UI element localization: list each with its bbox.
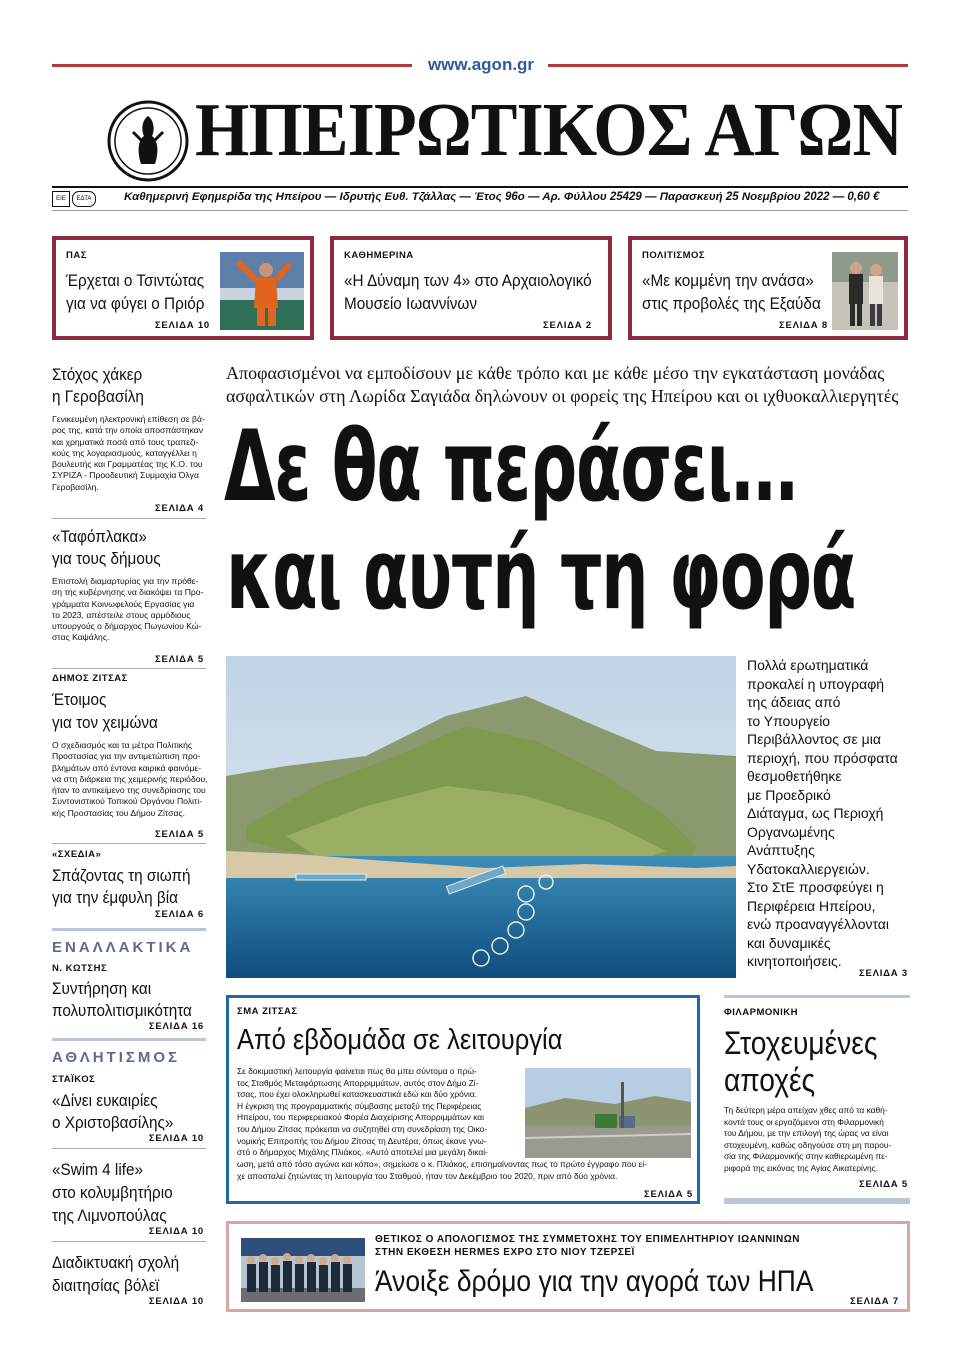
main-page-ref: ΣΕΛΙΔΑ 3	[858, 968, 908, 979]
teaser-kicker: ΠΟΛΙΤΙΣΜΟΣ	[642, 250, 706, 261]
teaser-headline: για να φύγει ο Πριόρ	[66, 294, 205, 313]
body-line: Επιστολή διαμαρτυρίας για την πρόθε-	[52, 576, 199, 586]
body-line: το Υπουργείο	[747, 712, 831, 729]
body-line: με Προεδρικό	[747, 786, 831, 803]
sidebar-kicker: ΔΗΜΟΣ ΖΙΤΣΑΣ	[52, 673, 128, 684]
teaser-politismos[interactable]	[628, 236, 908, 340]
body-line: Γεροβασίλη.	[52, 481, 99, 492]
fish-farm-photo	[226, 656, 736, 978]
sma-body	[237, 1066, 521, 1159]
body-line: κοντά τους οι εργαζόμενοι στη Φιλαρμονική	[724, 1116, 884, 1127]
badge-edta: ΕΔΤΑ	[72, 191, 96, 207]
sidebar-headline[interactable]: «Δίνει ευκαιρίες	[52, 1091, 158, 1110]
body-line: και δυναμικές	[747, 934, 831, 951]
body-line: χε αποσταλεί ζητώντας τη λειτουργία του Σταθμού, ήταν τον Δεκέμβριο του 2020, πριν από δύο χρόνια.	[237, 1170, 618, 1181]
sidebar-headline[interactable]: για τον χειμώνα	[52, 713, 158, 732]
body-line: της άδειας από	[747, 694, 841, 710]
body-line: βλημάτων από έντονα καιρικά φαινόμε-	[52, 762, 202, 773]
sidebar-headline[interactable]: διαιτησίας βόλεϊ	[52, 1276, 159, 1295]
sidebar-kicker: «ΣΧΕΔΙΑ»	[52, 849, 102, 860]
body-line: ριφορά της εικόνας της Αγίας Αικατερίνης.	[724, 1162, 879, 1173]
badge-eie: ΕΙΕ	[52, 191, 70, 207]
sma-title: Από εβδομάδα σε λειτουργία	[237, 1024, 563, 1056]
chamber-article[interactable]	[226, 1221, 910, 1312]
sidebar-divider	[52, 1148, 206, 1149]
chamber-page-ref: ΣΕΛΙΔΑ 7	[849, 1296, 899, 1307]
website-url[interactable]: www.agon.gr	[427, 55, 535, 74]
body-line: νομικής Επιτροπής του Δήμου Ζίτσας τη Δευτέρα, όπως έκανε γνω-	[237, 1135, 487, 1146]
sidebar-headline[interactable]: Διαδικτυακή σχολή	[52, 1253, 180, 1272]
sidebar-divider	[52, 1241, 206, 1242]
masthead-title: ΗΠΕΙΡΩΤΙΚΟΣ ΑΓΩΝ	[195, 88, 903, 172]
section-rule	[52, 1038, 206, 1041]
teaser-kicker: ΠΑΣ	[66, 250, 87, 261]
body-line: Περιβάλλοντος σε μια	[747, 731, 881, 747]
sidebar-headline[interactable]: Στόχος χάκερ	[52, 365, 143, 384]
masthead-rule	[52, 186, 908, 188]
sma-article[interactable]	[226, 995, 700, 1204]
sidebar-page-ref: ΣΕΛΙΔΑ 10	[148, 1226, 204, 1237]
body-line: στοχευμένη, καθώς οδηγούσε στη μη παρου-	[724, 1139, 892, 1150]
body-line: κούς της λογαριασμούς, καταγγέλλει η	[52, 447, 197, 458]
sidebar-page-ref: ΣΕΛΙΔΑ 6	[154, 909, 204, 920]
body-line: Περιφέρεια Ηπείρου,	[747, 897, 876, 914]
body-line: στό ο δήμαρχος Μιχάλης Πλιάκος. «Αυτό αποτελεί μια μεγάλη δικαί-	[237, 1147, 488, 1158]
sidebar-page-ref: ΣΕΛΙΔΑ 16	[148, 1021, 204, 1032]
teaser-page-ref: ΣΕΛΙΔΑ 10	[154, 320, 210, 331]
body-line: Στο ΣτΕ προσφεύγει η	[747, 879, 884, 895]
sidebar-page-ref: ΣΕΛΙΔΑ 4	[154, 503, 204, 514]
sma-kicker: ΣΜΑ ΖΙΤΣΑΣ	[237, 1006, 298, 1017]
main-deck	[226, 362, 910, 408]
goalkeeper-photo	[220, 252, 304, 330]
body-line: Συντονιστικού Τοπικού Οργάνου Πολιτι-	[52, 796, 203, 807]
body-line: στας Καψάλης.	[52, 632, 110, 643]
body-line: Σε δοκιμαστική λειτουργία φαίνεται πως θα μπει σύντομα ο πρώ-	[237, 1066, 477, 1076]
body-line: γράμματα Κοινωφελούς Εργασίας για	[52, 598, 195, 609]
sidebar-divider	[52, 668, 206, 669]
body-line: θεσμοθετήθηκε	[747, 768, 842, 784]
sidebar-headline[interactable]: Σπάζοντας τη σιωπή	[52, 866, 191, 885]
body-line: περιοχή, που πρόσφατα	[747, 749, 898, 766]
sidebar-divider	[52, 843, 206, 844]
filarmoniki-headline[interactable]: Στοχευμένες	[724, 1025, 878, 1061]
body-line: ΣΥΡΙΖΑ - Προοδευτική Συμμαχία Όλγα	[52, 470, 199, 481]
body-line: ήταν το αντικείμενο της συνεδρίασης του	[52, 785, 206, 796]
sidebar-kicker: Ν. ΚΩΤΣΗΣ	[52, 963, 108, 974]
teaser-page-ref: ΣΕΛΙΔΑ 8	[778, 320, 828, 331]
sidebar-kicker: ΣΤΑΪΚΟΣ	[52, 1074, 96, 1085]
body-line: κινητοποιήσεις.	[747, 953, 842, 969]
sidebar-headline[interactable]: για τους δήμους	[52, 549, 161, 568]
body-line: το 2023, απέστειλε στους αρμόδιους	[52, 609, 191, 620]
body-line: Τη δεύτερη μέρα απείχαν χθες από τα καθή-	[724, 1105, 888, 1115]
sidebar-headline[interactable]: πολυπολιτισμικότητα	[52, 1001, 192, 1020]
sidebar-headline[interactable]: «Ταφόπλακα»	[52, 527, 147, 546]
sidebar-headline[interactable]: της Λιμνοπούλας	[52, 1206, 167, 1225]
body-line: και χρηματικά ποσά από τους τραπεζι-	[52, 436, 199, 447]
teaser-headline: στις προβολές της Εξαύδα	[642, 294, 821, 313]
body-line: του Δήμου Ζίτσας πρόκειται να συζητηθεί στη συνεδρίαση της Οικο-	[237, 1123, 488, 1134]
sidebar-headline[interactable]: «Swim 4 life»	[52, 1160, 143, 1179]
section-label-alternative: ΕΝΑΛΛΑΚΤΙΚΑ	[52, 939, 194, 956]
sidebar-body	[52, 414, 208, 493]
body-line: τσας, που έχει ολοκληρωθεί κατασκευαστικά εδώ και δύο χρόνια.	[237, 1089, 477, 1100]
filarmoniki-page-ref: ΣΕΛΙΔΑ 5	[858, 1179, 908, 1190]
masthead-logo	[107, 100, 189, 182]
section-rule	[52, 928, 206, 931]
chamber-kicker: ΣΤΗΝ ΕΚΘΕΣΗ HERMES EXPO ΣΤΟ ΝΙΟΥ ΤΖΕΡΣΕΪ	[375, 1247, 635, 1258]
body-line: προκαλεί η υπογραφή	[747, 675, 885, 692]
chamber-kicker: ΘΕΤΙΚΟΣ Ο ΑΠΟΛΟΓΙΣΜΟΣ ΤΗΣ ΣΥΜΜΕΤΟΧΗΣ ΤΟΥ ΕΠΙΜΕΛΗΤΗΡΙΟΥ ΙΩΑΝΝΙΝΩΝ	[375, 1234, 801, 1245]
section-label-sports: ΑΘΛΗΤΙΣΜΟΣ	[52, 1049, 181, 1066]
sidebar-headline[interactable]: Έτοιμος	[52, 690, 107, 709]
body-line: να στη διάρκεια της χειμερινής περιόδου,	[52, 773, 208, 784]
body-line: Η έγκριση της προγραμματικής σύμβασης μεταξύ της Περιφέρειας	[237, 1100, 482, 1111]
body-line: Πολλά ερωτηματικά	[747, 657, 869, 673]
sidebar-body	[52, 576, 208, 644]
deck-line: ασφαλτικών στη Λωρίδα Σαγιάδα δηλώνουν οι φορείς της Ηπείρου και οι ιχθυοκαλλιεργητές	[226, 386, 899, 406]
main-headline[interactable]: Δε θα περάσει…	[224, 410, 797, 524]
teaser-headline: Μουσείο Ιωαννίνων	[344, 294, 478, 313]
filarmoniki-body	[724, 1105, 914, 1175]
couple-photo	[832, 252, 898, 330]
body-line: Γενικευμένη ηλεκτρονική επίθεση σε βά-	[52, 414, 205, 424]
teaser-kicker: ΚΑΘΗΜΕΡΙΝΑ	[344, 250, 414, 261]
issue-info-line: Καθημερινή Εφημερίδα της Ηπείρου — Ιδρυτής Ευθ. Τζάλλας — Έτος 96ο — Αρ. Φύλλου 25429 — Παρασκευή 25 Νοεμβρίου 2022 — 0,60 €	[124, 191, 880, 203]
filarmoniki-headline[interactable]: αποχές	[724, 1062, 816, 1098]
teaser-headline: Έρχεται ο Τσιντώτας	[66, 271, 205, 290]
teaser-headline: «Με κομμένη την ανάσα»	[642, 271, 814, 290]
body-line: βουλευτής και Γραμματέας της Κ.Ο. του	[52, 459, 203, 470]
body-line: του Δήμου, με την επιλογή της ώρας να είναι	[724, 1128, 889, 1139]
section-rule	[724, 995, 910, 998]
body-line: Ο σχεδιασμός και τα μέτρα Πολιτικής	[52, 740, 193, 750]
top-rule-right	[548, 64, 908, 67]
sidebar-headline[interactable]: ο Χριστοβασίλης»	[52, 1113, 174, 1132]
info-rule	[52, 210, 908, 211]
teaser-page-ref: ΣΕΛΙΔΑ 2	[542, 320, 592, 331]
sidebar-headline[interactable]: στο κολυμβητήριο	[52, 1183, 173, 1202]
chamber-title: Άνοιξε δρόμο για την αγορά των ΗΠΑ	[375, 1265, 814, 1298]
body-line: Διάταγμα, ως Περιοχή	[747, 805, 884, 821]
top-rule-left	[52, 64, 412, 67]
body-line: υπουργούς ο δήμαρχος Πωγωνίου Κώ-	[52, 621, 202, 632]
sidebar-page-ref: ΣΕΛΙΔΑ 5	[154, 654, 204, 665]
sidebar-headline[interactable]: η Γεροβασίλη	[52, 387, 144, 406]
transfer-station-photo	[525, 1068, 691, 1158]
filarmoniki-kicker: ΦΙΛΑΡΜΟΝΙΚΗ	[724, 1007, 798, 1018]
teaser-pas[interactable]	[52, 236, 314, 340]
teaser-headline: «Η Δύναμη των 4» στο Αρχαιολογικό	[344, 271, 592, 290]
body-line: ενώ προαναγγέλλονται	[747, 916, 890, 932]
sidebar-page-ref: ΣΕΛΙΔΑ 10	[148, 1133, 204, 1144]
body-line: ρος της, κατά την οποία αποσπάστηκαν	[52, 425, 204, 436]
main-headline[interactable]: και αυτή τη φορά	[226, 518, 856, 632]
teaser-kathimerina[interactable]	[330, 236, 612, 340]
sma-page-ref: ΣΕΛΙΔΑ 5	[643, 1189, 693, 1200]
body-line: κής Προστασίας του Δήμου Ζίτσας.	[52, 807, 185, 818]
body-line: Ηπείρου, του περιφερειακού Φορέα Διαχείρισης Απορριμμάτων και	[237, 1112, 484, 1123]
sidebar-headline[interactable]: Συντήρηση και	[52, 979, 152, 998]
body-line: σία της Φιλαρμονικής στην καθιερωμένη πε-	[724, 1151, 888, 1162]
sidebar-divider	[52, 518, 206, 519]
body-line: τος Σταθμός Μεταφόρτωσης Απορριμμάτων, αυτός στον Δήμο Ζί-	[237, 1077, 479, 1088]
sma-body	[237, 1159, 697, 1182]
body-line: Προστασίας για την αντιμετώπιση προ-	[52, 751, 201, 762]
sidebar-page-ref: ΣΕΛΙΔΑ 5	[154, 829, 204, 840]
sidebar-body	[52, 740, 208, 819]
main-body	[747, 656, 911, 971]
body-line: ση της κυβέρνησης να διακόψει τα Προ-	[52, 587, 204, 598]
sidebar-headline[interactable]: για την έμφυλη βία	[52, 888, 178, 907]
body-line: ωση, μετά από τόσο αγώνα και κόπο», σημείωσε ο κ. Πλιάκος, επισημαίνοντας πως το πρώτο έγγραφο που εί-	[237, 1159, 647, 1169]
deck-line: Αποφασισμένοι να εμποδίσουν με κάθε τρόπο και με κάθε μέσο την εγκατάσταση μονάδας	[226, 363, 885, 383]
delegation-photo	[241, 1238, 365, 1302]
body-line: Οργανωμένης	[747, 823, 835, 840]
body-line: Υδατοκαλλιεργειών.	[747, 860, 870, 877]
sidebar-page-ref: ΣΕΛΙΔΑ 10	[148, 1296, 204, 1307]
section-rule	[724, 1198, 910, 1204]
body-line: Ανάπτυξης	[747, 842, 815, 858]
